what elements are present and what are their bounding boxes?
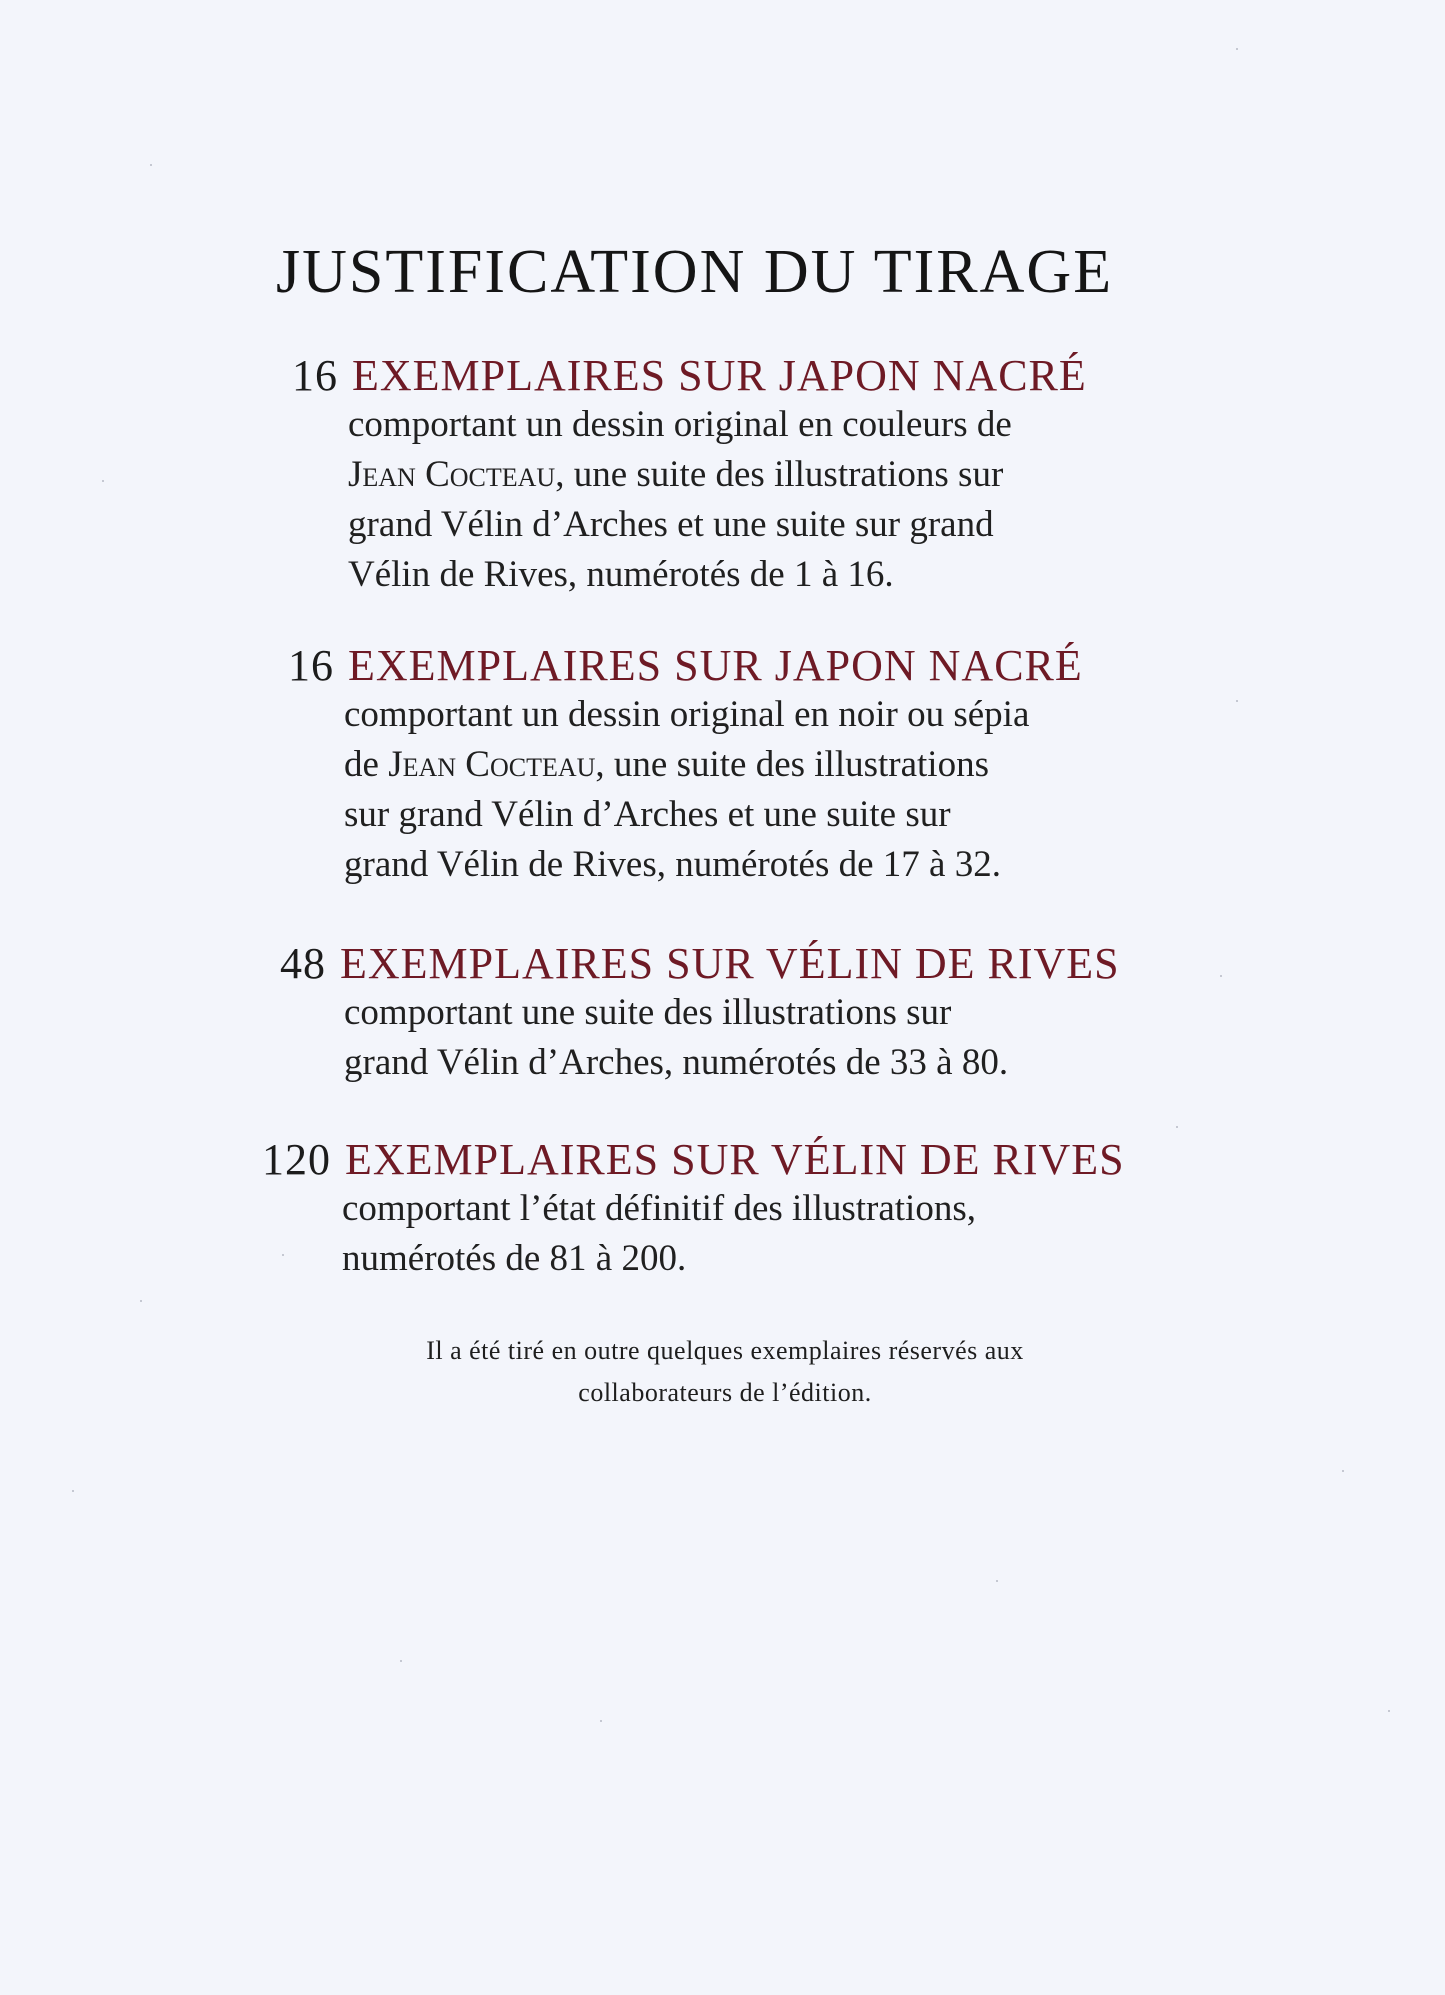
author-name: Jean Cocteau: [348, 454, 556, 495]
paper-speck: [1176, 1126, 1178, 1128]
paper-speck: [1388, 1710, 1390, 1712]
entry-count: 120: [262, 1135, 331, 1184]
edition-entry-4: [262, 1136, 1162, 1284]
entry-count: 48: [280, 939, 326, 988]
entry-label: EXEMPLAIRES SUR JAPON NACRÉ: [348, 641, 1083, 690]
entry-line: comportant l’état définitif des illustrations,: [342, 1188, 976, 1229]
paper-speck: [600, 1720, 602, 1722]
edition-entry-3: [280, 940, 1180, 1088]
edition-entry-1: [292, 352, 1192, 600]
entry-heading: [262, 1136, 1162, 1184]
entry-heading: [280, 940, 1180, 988]
author-name: Jean Cocteau: [388, 744, 596, 785]
entry-line: sur grand Vélin d’Arches et une suite sur: [344, 794, 951, 835]
entry-description: [348, 400, 1100, 600]
paper-speck: [150, 164, 152, 166]
entry-line: comportant une suite des illustrations sur: [344, 992, 952, 1033]
paper-speck: [400, 1660, 402, 1662]
paper-speck: [1236, 700, 1238, 702]
entry-line: grand Vélin de Rives, numérotés de 17 à 32.: [344, 844, 1001, 885]
reserved-copies-note: [260, 1330, 1190, 1414]
entry-description: [342, 1184, 1102, 1284]
paper-speck: [1342, 1470, 1344, 1472]
entry-label: EXEMPLAIRES SUR VÉLIN DE RIVES: [345, 1135, 1125, 1184]
entry-line: [348, 450, 1100, 500]
entry-line: comportant un dessin original en couleurs de: [348, 404, 1012, 445]
paper-speck: [1236, 48, 1238, 50]
paper-speck: [102, 480, 104, 482]
entry-description: [344, 690, 1104, 890]
entry-label: EXEMPLAIRES SUR JAPON NACRÉ: [352, 351, 1087, 400]
paper-speck: [996, 1580, 998, 1582]
entry-count: 16: [288, 641, 334, 690]
entry-heading: [292, 352, 1192, 400]
entry-count: 16: [292, 351, 338, 400]
entry-line: grand Vélin d’Arches, numérotés de 33 à 80.: [344, 1042, 1009, 1083]
entry-line-pre: de: [344, 744, 389, 785]
entry-line: numérotés de 81 à 200.: [342, 1238, 687, 1279]
entry-label: EXEMPLAIRES SUR VÉLIN DE RIVES: [340, 939, 1120, 988]
entry-line: [344, 740, 1104, 790]
paper-speck: [72, 1490, 74, 1492]
page-title: JUSTIFICATION DU TIRAGE: [276, 238, 1114, 306]
note-line-1: Il a été tiré en outre quelques exemplaires réservés aux: [426, 1336, 1024, 1365]
entry-line-post: , une suite des illustrations sur: [555, 454, 1004, 495]
entry-line: grand Vélin d’Arches et une suite sur grand: [348, 504, 994, 545]
paper-speck: [282, 1254, 284, 1256]
paper-speck: [1220, 975, 1222, 977]
entry-line: Vélin de Rives, numérotés de 1 à 16.: [348, 554, 894, 595]
entry-line-post: , une suite des illustrations: [595, 744, 989, 785]
paper-speck: [140, 1300, 142, 1302]
edition-entry-2: [288, 642, 1188, 890]
entry-line: comportant un dessin original en noir ou sépia: [344, 694, 1030, 735]
note-line-2: collaborateurs de l’édition.: [578, 1378, 872, 1407]
entry-description: [344, 988, 1104, 1088]
entry-heading: [288, 642, 1188, 690]
